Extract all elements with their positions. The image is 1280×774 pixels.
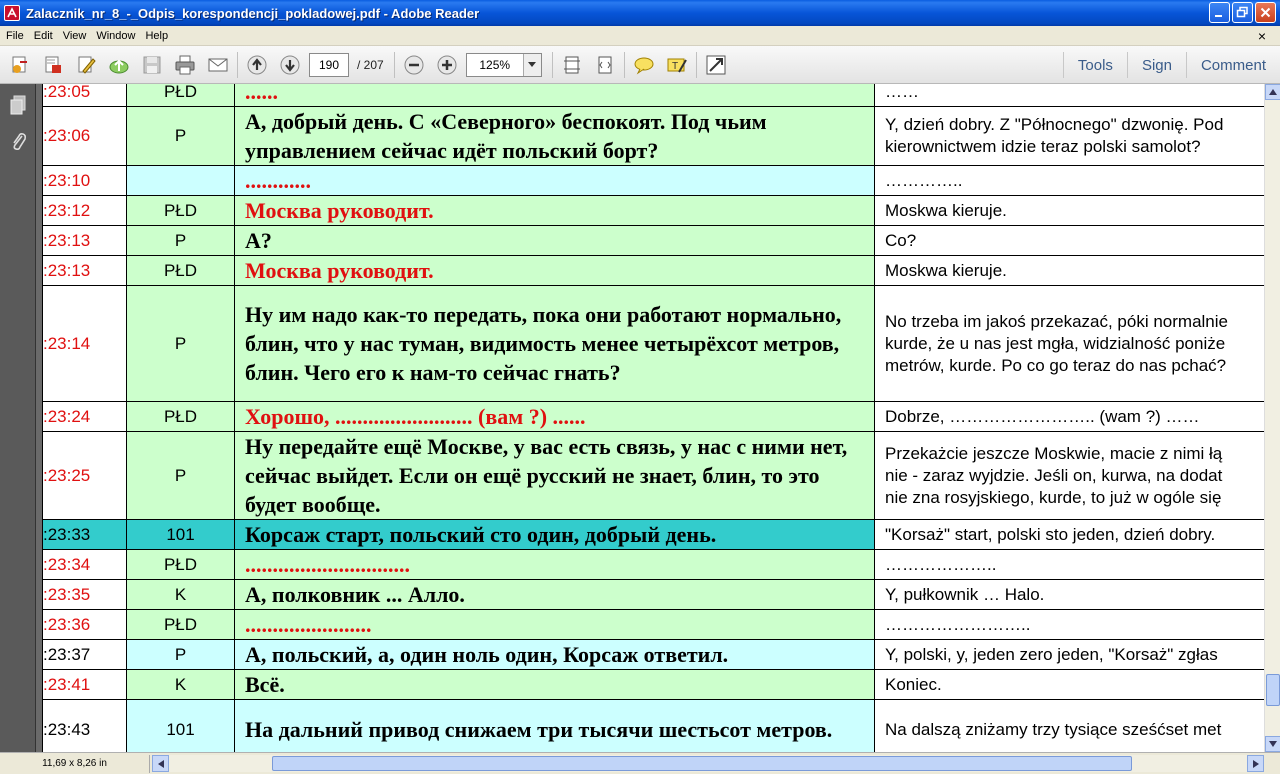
row-speaker: PŁD bbox=[127, 84, 235, 107]
row-time: :23:24 bbox=[43, 402, 127, 432]
save-icon[interactable] bbox=[139, 52, 165, 78]
row-time: :23:13 bbox=[43, 256, 127, 286]
row-speaker: P bbox=[127, 286, 235, 402]
transcript-row bbox=[43, 432, 1265, 520]
print-icon[interactable] bbox=[172, 52, 198, 78]
row-russian-text: На дальний привод снижаем три тысячи шестьсот метров. bbox=[235, 700, 875, 753]
row-time: :23:37 bbox=[43, 640, 127, 670]
transcript-row bbox=[43, 610, 1265, 640]
page-total: / 207 bbox=[357, 57, 384, 72]
row-polish-text: Y, pułkownik … Halo. bbox=[875, 580, 1265, 610]
minimize-button[interactable] bbox=[1209, 2, 1230, 23]
row-polish-text: Moskwa kieruje. bbox=[875, 256, 1265, 286]
zoom-select[interactable] bbox=[466, 53, 542, 77]
zoom-in-icon[interactable] bbox=[434, 52, 460, 78]
row-russian-text: ....................... bbox=[235, 610, 875, 640]
row-polish-text: Na dalszą zniżamy trzy tysiące sześćset met bbox=[875, 700, 1265, 753]
row-russian-text: Ну передайте ещё Москве, у вас есть связь, у нас с ними нет, сейчас выйдет. Если он ещё русский не знает, блин, то это будет вообще. bbox=[235, 432, 875, 520]
row-polish-text: Y, polski, y, jeden zero jeden, "Korsaż" zgłas bbox=[875, 640, 1265, 670]
upload-icon[interactable] bbox=[106, 52, 132, 78]
close-icon bbox=[1259, 6, 1272, 19]
status-bar bbox=[0, 752, 1280, 774]
transcript-row bbox=[43, 226, 1265, 256]
row-time: :23:33 bbox=[43, 520, 127, 550]
row-russian-text: Москва руководит. bbox=[235, 196, 875, 226]
transcript-table bbox=[42, 84, 1264, 752]
restore-button[interactable] bbox=[1232, 2, 1253, 23]
toolbar-separator bbox=[624, 52, 625, 78]
scroll-up-button[interactable] bbox=[1265, 84, 1280, 100]
row-polish-text: Co? bbox=[875, 226, 1265, 256]
email-icon[interactable] bbox=[205, 52, 231, 78]
chevron-right-icon bbox=[1253, 760, 1259, 768]
export-pdf-icon[interactable] bbox=[40, 52, 66, 78]
menu-help[interactable]: Help bbox=[145, 29, 169, 42]
row-time: :23:34 bbox=[43, 550, 127, 580]
previous-page-icon[interactable] bbox=[244, 52, 270, 78]
row-speaker: PŁD bbox=[127, 196, 235, 226]
row-time: :23:36 bbox=[43, 610, 127, 640]
transcript-row bbox=[43, 580, 1265, 610]
navigation-panel bbox=[0, 84, 36, 752]
menu-bar bbox=[0, 26, 1280, 46]
document-close-button[interactable]: × bbox=[1257, 28, 1266, 44]
row-speaker: 101 bbox=[127, 700, 235, 753]
row-speaker: P bbox=[127, 226, 235, 256]
row-russian-text: Корсаж старт, польский сто один, добрый день. bbox=[235, 520, 875, 550]
vertical-scrollbar[interactable] bbox=[1264, 84, 1280, 752]
fullscreen-icon[interactable] bbox=[703, 52, 729, 78]
fit-page-icon[interactable] bbox=[559, 52, 585, 78]
title-bar bbox=[0, 0, 1280, 26]
menu-edit[interactable]: Edit bbox=[33, 29, 53, 42]
row-speaker: PŁD bbox=[127, 256, 235, 286]
edit-icon[interactable] bbox=[73, 52, 99, 78]
row-russian-text: Москва руководит. bbox=[235, 256, 875, 286]
comment-icon[interactable] bbox=[631, 52, 657, 78]
row-speaker: PŁD bbox=[127, 550, 235, 580]
chevron-up-icon bbox=[1269, 89, 1277, 95]
row-russian-text: ...... bbox=[235, 84, 875, 107]
create-pdf-icon[interactable] bbox=[7, 52, 33, 78]
menu-view[interactable]: View bbox=[62, 29, 87, 42]
menu-window[interactable]: Window bbox=[96, 29, 136, 42]
horizontal-scrollbar[interactable] bbox=[152, 755, 1264, 772]
row-time: :23:14 bbox=[43, 286, 127, 402]
row-polish-text: Dobrze, …………………….. (wam ?) …… bbox=[875, 402, 1265, 432]
row-speaker: PŁD bbox=[127, 402, 235, 432]
row-polish-text: "Korsaż" start, polski sto jeden, dzień dobry. bbox=[875, 520, 1265, 550]
row-time: :23:13 bbox=[43, 226, 127, 256]
row-time: :23:10 bbox=[43, 166, 127, 196]
menu-file[interactable]: File bbox=[6, 29, 24, 42]
row-polish-text: Moskwa kieruje. bbox=[875, 196, 1265, 226]
highlight-icon[interactable] bbox=[664, 52, 690, 78]
zoom-value: 125% bbox=[479, 57, 511, 72]
row-polish-text: Koniec. bbox=[875, 670, 1265, 700]
transcript-row bbox=[43, 286, 1265, 402]
transcript-row bbox=[43, 107, 1265, 166]
transcript-row bbox=[43, 196, 1265, 226]
row-russian-text: А, польский, а, один ноль один, Корсаж ответил. bbox=[235, 640, 875, 670]
comment-link[interactable]: Comment bbox=[1186, 52, 1280, 78]
transcript-row bbox=[43, 670, 1265, 700]
row-time: :23:12 bbox=[43, 196, 127, 226]
row-russian-text: Ну им надо как-то передать, пока они работают нормально, блин, что у нас туман, видимость менее четырёхсот метров, блин. Чего его к нам-то сейчас гнать? bbox=[235, 286, 875, 402]
row-polish-text: ………….. bbox=[875, 166, 1265, 196]
close-button[interactable] bbox=[1255, 2, 1276, 23]
transcript-row bbox=[43, 640, 1265, 670]
row-time: :23:41 bbox=[43, 670, 127, 700]
row-speaker: P bbox=[127, 107, 235, 166]
transcript-row bbox=[43, 550, 1265, 580]
transcript-row bbox=[43, 402, 1265, 432]
row-polish-text: ……………….. bbox=[875, 550, 1265, 580]
toolbar-separator bbox=[394, 52, 395, 78]
minimize-icon bbox=[1213, 6, 1226, 19]
row-speaker: K bbox=[127, 580, 235, 610]
row-polish-text: …… bbox=[875, 84, 1265, 107]
scroll-left-button[interactable] bbox=[152, 755, 169, 772]
horizontal-scroll-thumb[interactable] bbox=[272, 756, 1132, 771]
row-time: :23:25 bbox=[43, 432, 127, 520]
sign-link[interactable]: Sign bbox=[1127, 52, 1186, 78]
row-russian-text: Хорошо, ......................... (вам ?) ...... bbox=[235, 402, 875, 432]
row-polish-text: Y, dzień dobry. Z "Północnego" dzwonię. Pod kierownictwem idzie teraz polski samolot? bbox=[875, 107, 1265, 166]
attachments-icon[interactable] bbox=[0, 126, 36, 156]
page-number-input[interactable]: 190 bbox=[309, 53, 349, 77]
scroll-right-button[interactable] bbox=[1247, 755, 1264, 772]
row-time: :23:05 bbox=[43, 84, 127, 107]
chevron-left-icon bbox=[158, 760, 164, 768]
transcript-row bbox=[43, 166, 1265, 196]
row-russian-text: .............................. bbox=[235, 550, 875, 580]
row-russian-text: А, полковник ... Алло. bbox=[235, 580, 875, 610]
transcript-row bbox=[43, 700, 1265, 753]
restore-icon bbox=[1236, 6, 1249, 19]
pages-icon[interactable] bbox=[0, 90, 36, 120]
row-speaker: 101 bbox=[127, 520, 235, 550]
transcript-row bbox=[43, 256, 1265, 286]
row-russian-text: Всё. bbox=[235, 670, 875, 700]
chevron-down-icon bbox=[1269, 741, 1277, 747]
row-speaker: PŁD bbox=[127, 610, 235, 640]
row-time: :23:43 bbox=[43, 700, 127, 753]
next-page-icon[interactable] bbox=[277, 52, 303, 78]
transcript-row bbox=[43, 520, 1265, 550]
tools-link[interactable]: Tools bbox=[1063, 52, 1127, 78]
row-time: :23:35 bbox=[43, 580, 127, 610]
svg-text:T: T bbox=[671, 60, 678, 72]
row-russian-text: А? bbox=[235, 226, 875, 256]
row-time: :23:06 bbox=[43, 107, 127, 166]
row-speaker: P bbox=[127, 432, 235, 520]
page-size-label: 11,69 x 8,26 in bbox=[0, 755, 150, 773]
toolbar-separator bbox=[237, 52, 238, 78]
adobe-reader-icon bbox=[4, 5, 20, 21]
zoom-out-icon[interactable] bbox=[401, 52, 427, 78]
toolbar-separator bbox=[696, 52, 697, 78]
row-speaker bbox=[127, 166, 235, 196]
scroll-down-button[interactable] bbox=[1265, 736, 1280, 752]
row-russian-text: ............ bbox=[235, 166, 875, 196]
toolbar-separator bbox=[552, 52, 553, 78]
row-speaker: P bbox=[127, 640, 235, 670]
window-title: Zalacznik_nr_8_-_Odpis_korespondencji_pokladowej.pdf - Adobe Reader bbox=[26, 5, 480, 21]
toolbar bbox=[0, 46, 1280, 84]
document-view[interactable] bbox=[42, 84, 1264, 752]
vertical-scroll-thumb[interactable] bbox=[1266, 674, 1280, 706]
row-speaker: K bbox=[127, 670, 235, 700]
row-polish-text: Przekażcie jeszcze Moskwie, macie z nimi łą nie - zaraz wyjdzie. Jeśli on, kurwa, na dodat nie zna rosyjskiego, kurde, to już w ogóle się bbox=[875, 432, 1265, 520]
row-russian-text: А, добрый день. С «Северного» беспокоят. Под чьим управлением сейчас идёт польский борт? bbox=[235, 107, 875, 166]
fit-width-icon[interactable] bbox=[592, 52, 618, 78]
transcript-row bbox=[43, 84, 1265, 107]
chevron-down-icon[interactable] bbox=[523, 54, 541, 76]
row-polish-text: No trzeba im jakoś przekazać, póki normalnie kurde, że u nas jest mgła, widzialność poniże metrów, kurde. Po co go teraz do nas pchać? bbox=[875, 286, 1265, 402]
row-polish-text: …………………….. bbox=[875, 610, 1265, 640]
